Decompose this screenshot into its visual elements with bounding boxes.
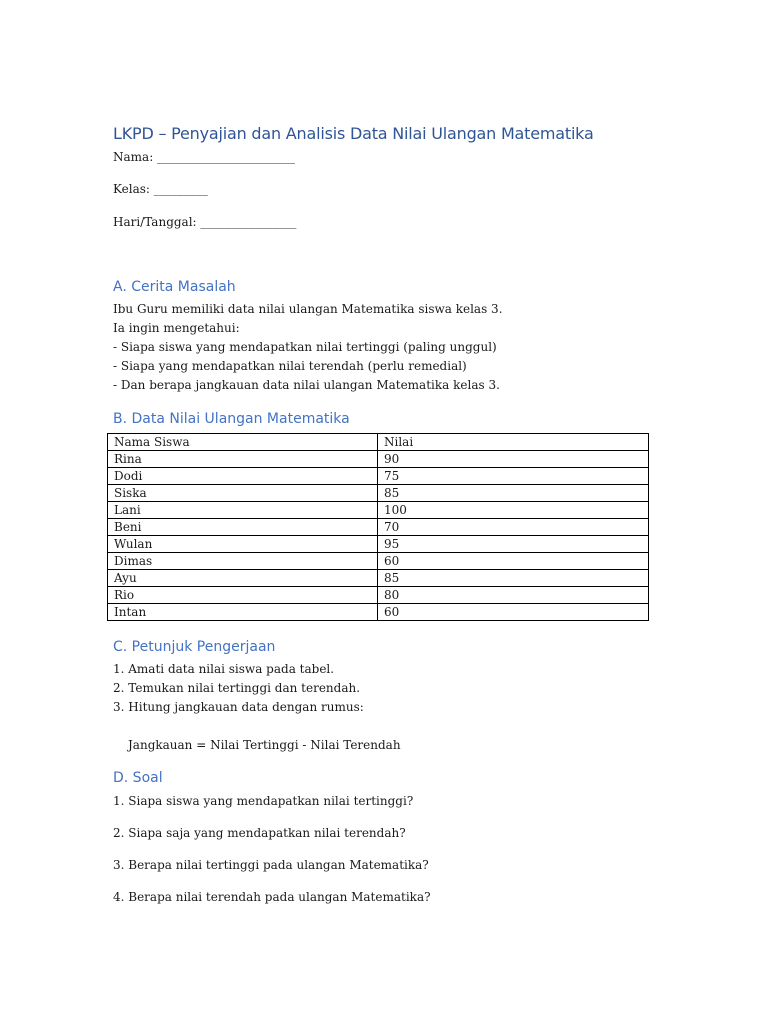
story-line: - Siapa siswa yang mendapatkan nilai tertinggi (paling unggul): [113, 340, 497, 354]
student-score: 100: [378, 502, 649, 519]
instruction-step: 2. Temukan nilai tertinggi dan terendah.: [113, 681, 361, 695]
student-name: Rina: [108, 451, 378, 468]
table-row: [108, 553, 649, 570]
student-name: Lani: [108, 502, 378, 519]
student-score: 85: [378, 570, 649, 587]
story-line: - Siapa yang mendapatkan nilai terendah (perlu remedial): [113, 359, 467, 373]
column-header-score: Nilai: [378, 434, 649, 451]
section-a-heading: A. Cerita Masalah: [113, 279, 236, 295]
student-name: Dodi: [108, 468, 378, 485]
student-score: 90: [378, 451, 649, 468]
instruction-step: 3. Hitung jangkauan data dengan rumus:: [113, 700, 364, 714]
student-score: 85: [378, 485, 649, 502]
student-score: 75: [378, 468, 649, 485]
class-field: Kelas: _________: [113, 182, 208, 196]
student-score: 95: [378, 536, 649, 553]
question-item: 3. Berapa nilai tertinggi pada ulangan Matematika?: [113, 858, 429, 872]
table-row: [108, 468, 649, 485]
problem-story: [113, 300, 503, 395]
section-d-heading: D. Soal: [113, 770, 163, 786]
story-line: Ibu Guru memiliki data nilai ulangan Matematika siswa kelas 3.: [113, 302, 503, 316]
student-score: 60: [378, 604, 649, 621]
column-header-name: Nama Siswa: [108, 434, 378, 451]
instructions-list: [113, 660, 364, 717]
question-item: 4. Berapa nilai terendah pada ulangan Matematika?: [113, 890, 431, 904]
student-score: 60: [378, 553, 649, 570]
table-row: [108, 485, 649, 502]
student-score: 80: [378, 587, 649, 604]
student-name: Beni: [108, 519, 378, 536]
date-field: Hari/Tanggal: ________________: [113, 215, 297, 229]
question-item: 1. Siapa siswa yang mendapatkan nilai tertinggi?: [113, 794, 414, 808]
grades-table: [107, 433, 649, 621]
student-score: 70: [378, 519, 649, 536]
table-row: [108, 519, 649, 536]
table-row: [108, 604, 649, 621]
question-item: 2. Siapa saja yang mendapatkan nilai terendah?: [113, 826, 406, 840]
student-name: Intan: [108, 604, 378, 621]
document-title: LKPD – Penyajian dan Analisis Data Nilai Ulangan Matematika: [113, 124, 594, 143]
table-row: [108, 451, 649, 468]
table-row: [108, 502, 649, 519]
section-b-heading: B. Data Nilai Ulangan Matematika: [113, 411, 350, 427]
story-line: Ia ingin mengetahui:: [113, 321, 240, 335]
table-row: [108, 587, 649, 604]
student-name: Wulan: [108, 536, 378, 553]
section-c-heading: C. Petunjuk Pengerjaan: [113, 639, 276, 655]
instruction-step: 1. Amati data nilai siswa pada tabel.: [113, 662, 335, 676]
student-name: Dimas: [108, 553, 378, 570]
student-name: Rio: [108, 587, 378, 604]
name-field: Nama: _______________________: [113, 150, 296, 164]
student-name: Ayu: [108, 570, 378, 587]
story-line: - Dan berapa jangkauan data nilai ulangan Matematika kelas 3.: [113, 378, 500, 392]
table-row: [108, 570, 649, 587]
table-row: [108, 536, 649, 553]
range-formula: Jangkauan = Nilai Tertinggi - Nilai Terendah: [128, 738, 401, 752]
student-name: Siska: [108, 485, 378, 502]
table-header-row: [108, 434, 649, 451]
